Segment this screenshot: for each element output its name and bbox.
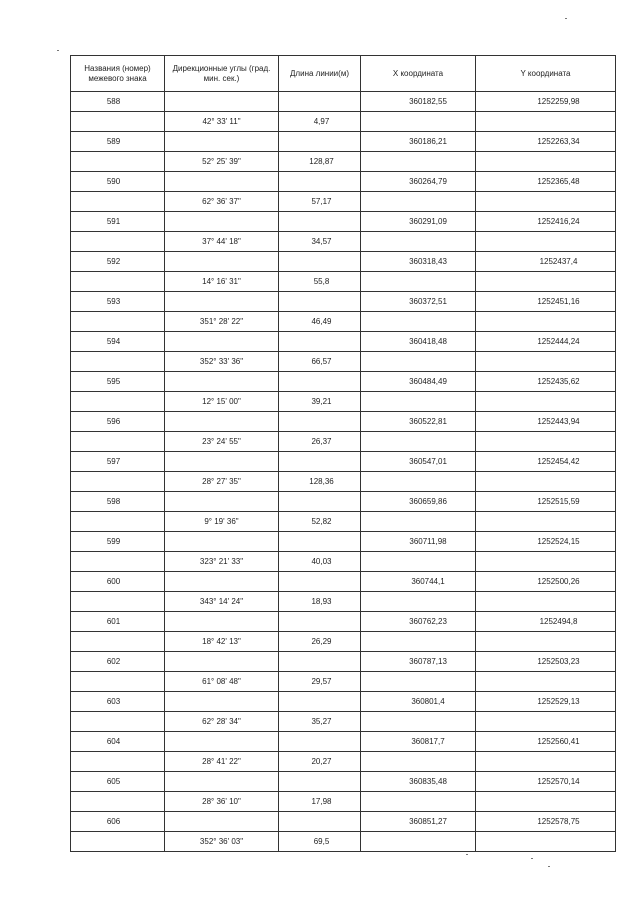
y-coordinate-cell — [476, 352, 616, 372]
x-coordinate-cell — [361, 832, 476, 852]
mark-name-cell: 597 — [71, 452, 165, 472]
line-length-cell: 4,97 — [279, 112, 361, 132]
boundary-marks-table — [70, 55, 616, 852]
line-length-cell: 29,57 — [279, 672, 361, 692]
x-coordinate-cell — [361, 752, 476, 772]
table-row — [71, 772, 616, 792]
direction-angle-cell: 14° 16' 31" — [165, 272, 279, 292]
x-coordinate-cell: 360744,1 — [361, 572, 476, 592]
y-coordinate-cell — [476, 512, 616, 532]
table-row — [71, 332, 616, 352]
y-coordinate-cell — [476, 752, 616, 772]
direction-angle-cell — [165, 572, 279, 592]
mark-name-cell — [71, 472, 165, 492]
table-row — [71, 692, 616, 712]
line-length-cell — [279, 172, 361, 192]
y-coordinate-cell: 1252443,94 — [476, 412, 616, 432]
y-coordinate-cell: 1252365,48 — [476, 172, 616, 192]
line-length-cell — [279, 132, 361, 152]
table-row — [71, 412, 616, 432]
direction-angle-cell: 28° 36' 10" — [165, 792, 279, 812]
x-coordinate-cell: 360817,7 — [361, 732, 476, 752]
mark-name-cell: 601 — [71, 612, 165, 632]
table-row — [71, 532, 616, 552]
table-row — [71, 392, 616, 412]
line-length-cell — [279, 212, 361, 232]
y-coordinate-cell: 1252494,8 — [476, 612, 616, 632]
mark-name-cell — [71, 792, 165, 812]
y-coordinate-cell: 1252416,24 — [476, 212, 616, 232]
table-row — [71, 92, 616, 112]
direction-angle-cell: 37° 44' 18" — [165, 232, 279, 252]
line-length-cell — [279, 452, 361, 472]
direction-angle-cell — [165, 812, 279, 832]
x-coordinate-cell — [361, 312, 476, 332]
x-coordinate-cell: 360522,81 — [361, 412, 476, 432]
table-row — [71, 592, 616, 612]
y-coordinate-cell: 1252503,23 — [476, 652, 616, 672]
x-coordinate-cell: 360264,79 — [361, 172, 476, 192]
line-length-cell — [279, 412, 361, 432]
line-length-cell: 26,29 — [279, 632, 361, 652]
table-row — [71, 112, 616, 132]
header-direction-angle: Дирекционные углы (град. мин. сек.) — [165, 56, 279, 92]
mark-name-cell — [71, 632, 165, 652]
x-coordinate-cell: 360182,55 — [361, 92, 476, 112]
y-coordinate-cell: 1252515,59 — [476, 492, 616, 512]
x-coordinate-cell — [361, 392, 476, 412]
direction-angle-cell — [165, 772, 279, 792]
direction-angle-cell — [165, 172, 279, 192]
table-row — [71, 812, 616, 832]
y-coordinate-cell: 1252437,4 — [476, 252, 616, 272]
table-row — [71, 712, 616, 732]
direction-angle-cell: 12° 15' 00" — [165, 392, 279, 412]
mark-name-cell — [71, 392, 165, 412]
y-coordinate-cell — [476, 712, 616, 732]
x-coordinate-cell: 360318,43 — [361, 252, 476, 272]
line-length-cell: 52,82 — [279, 512, 361, 532]
line-length-cell — [279, 332, 361, 352]
x-coordinate-cell — [361, 672, 476, 692]
table-row — [71, 512, 616, 532]
y-coordinate-cell — [476, 472, 616, 492]
mark-name-cell — [71, 192, 165, 212]
x-coordinate-cell — [361, 632, 476, 652]
x-coordinate-cell: 360484,49 — [361, 372, 476, 392]
direction-angle-cell — [165, 652, 279, 672]
direction-angle-cell — [165, 92, 279, 112]
y-coordinate-cell: 1252454,42 — [476, 452, 616, 472]
mark-name-cell — [71, 112, 165, 132]
table-row — [71, 372, 616, 392]
scan-speck — [466, 854, 468, 855]
line-length-cell — [279, 572, 361, 592]
x-coordinate-cell — [361, 552, 476, 572]
line-length-cell — [279, 772, 361, 792]
table-row — [71, 832, 616, 852]
mark-name-cell — [71, 672, 165, 692]
line-length-cell — [279, 292, 361, 312]
x-coordinate-cell: 360787,13 — [361, 652, 476, 672]
line-length-cell — [279, 372, 361, 392]
direction-angle-cell: 23° 24' 55" — [165, 432, 279, 452]
table-row — [71, 252, 616, 272]
y-coordinate-cell — [476, 552, 616, 572]
table-row — [71, 192, 616, 212]
table-row — [71, 452, 616, 472]
line-length-cell — [279, 812, 361, 832]
mark-name-cell — [71, 552, 165, 572]
table-row — [71, 272, 616, 292]
mark-name-cell: 593 — [71, 292, 165, 312]
x-coordinate-cell: 360801,4 — [361, 692, 476, 712]
y-coordinate-cell: 1252560,41 — [476, 732, 616, 752]
y-coordinate-cell — [476, 672, 616, 692]
direction-angle-cell: 352° 33' 36" — [165, 352, 279, 372]
header-y-coordinate: Y координата — [476, 56, 616, 92]
y-coordinate-cell: 1252529,13 — [476, 692, 616, 712]
y-coordinate-cell: 1252435,62 — [476, 372, 616, 392]
line-length-cell — [279, 652, 361, 672]
line-length-cell: 18,93 — [279, 592, 361, 612]
direction-angle-cell — [165, 212, 279, 232]
y-coordinate-cell — [476, 232, 616, 252]
header-x-coordinate: X координата — [361, 56, 476, 92]
x-coordinate-cell — [361, 272, 476, 292]
line-length-cell — [279, 92, 361, 112]
direction-angle-cell — [165, 292, 279, 312]
x-coordinate-cell — [361, 112, 476, 132]
table-row — [71, 652, 616, 672]
table-row — [71, 212, 616, 232]
y-coordinate-cell — [476, 432, 616, 452]
x-coordinate-cell: 360762,23 — [361, 612, 476, 632]
mark-name-cell — [71, 832, 165, 852]
y-coordinate-cell — [476, 592, 616, 612]
x-coordinate-cell: 360835,48 — [361, 772, 476, 792]
x-coordinate-cell — [361, 792, 476, 812]
mark-name-cell: 589 — [71, 132, 165, 152]
direction-angle-cell: 62° 36' 37" — [165, 192, 279, 212]
scan-speck — [531, 858, 533, 859]
line-length-cell: 57,17 — [279, 192, 361, 212]
line-length-cell: 34,57 — [279, 232, 361, 252]
line-length-cell: 46,49 — [279, 312, 361, 332]
x-coordinate-cell — [361, 712, 476, 732]
header-line-length: Длина линии(м) — [279, 56, 361, 92]
table-row — [71, 352, 616, 372]
direction-angle-cell: 9° 19' 36" — [165, 512, 279, 532]
header-mark-name: Названия (номер) межевого знака — [71, 56, 165, 92]
direction-angle-cell: 343° 14' 24" — [165, 592, 279, 612]
y-coordinate-cell: 1252263,34 — [476, 132, 616, 152]
x-coordinate-cell — [361, 192, 476, 212]
x-coordinate-cell — [361, 592, 476, 612]
table-row — [71, 312, 616, 332]
direction-angle-cell: 352° 36' 03" — [165, 832, 279, 852]
x-coordinate-cell — [361, 512, 476, 532]
direction-angle-cell — [165, 692, 279, 712]
direction-angle-cell — [165, 532, 279, 552]
table-row — [71, 472, 616, 492]
table-header-row — [71, 56, 616, 92]
direction-angle-cell: 323° 21' 33" — [165, 552, 279, 572]
y-coordinate-cell — [476, 632, 616, 652]
mark-name-cell: 600 — [71, 572, 165, 592]
direction-angle-cell — [165, 252, 279, 272]
y-coordinate-cell: 1252500,26 — [476, 572, 616, 592]
table-row — [71, 632, 616, 652]
line-length-cell: 128,36 — [279, 472, 361, 492]
mark-name-cell: 592 — [71, 252, 165, 272]
direction-angle-cell: 52° 25' 39" — [165, 152, 279, 172]
x-coordinate-cell — [361, 232, 476, 252]
y-coordinate-cell: 1252524,15 — [476, 532, 616, 552]
mark-name-cell: 603 — [71, 692, 165, 712]
table-row — [71, 492, 616, 512]
mark-name-cell — [71, 152, 165, 172]
direction-angle-cell — [165, 412, 279, 432]
table-row — [71, 232, 616, 252]
mark-name-cell: 599 — [71, 532, 165, 552]
line-length-cell — [279, 692, 361, 712]
x-coordinate-cell: 360186,21 — [361, 132, 476, 152]
line-length-cell — [279, 492, 361, 512]
mark-name-cell — [71, 272, 165, 292]
line-length-cell: 66,57 — [279, 352, 361, 372]
table-row — [71, 672, 616, 692]
table-row — [71, 172, 616, 192]
line-length-cell: 39,21 — [279, 392, 361, 412]
mark-name-cell: 594 — [71, 332, 165, 352]
y-coordinate-cell — [476, 312, 616, 332]
table-row — [71, 132, 616, 152]
y-coordinate-cell — [476, 392, 616, 412]
line-length-cell: 17,98 — [279, 792, 361, 812]
y-coordinate-cell: 1252451,16 — [476, 292, 616, 312]
y-coordinate-cell — [476, 792, 616, 812]
y-coordinate-cell: 1252578,75 — [476, 812, 616, 832]
mark-name-cell — [71, 712, 165, 732]
x-coordinate-cell: 360291,09 — [361, 212, 476, 232]
line-length-cell: 35,27 — [279, 712, 361, 732]
y-coordinate-cell: 1252444,24 — [476, 332, 616, 352]
mark-name-cell: 605 — [71, 772, 165, 792]
mark-name-cell: 590 — [71, 172, 165, 192]
mark-name-cell — [71, 312, 165, 332]
y-coordinate-cell — [476, 152, 616, 172]
x-coordinate-cell — [361, 472, 476, 492]
scan-speck — [548, 866, 550, 867]
mark-name-cell — [71, 752, 165, 772]
direction-angle-cell — [165, 132, 279, 152]
direction-angle-cell: 28° 41' 22" — [165, 752, 279, 772]
mark-name-cell: 604 — [71, 732, 165, 752]
y-coordinate-cell — [476, 192, 616, 212]
direction-angle-cell: 61° 08' 48" — [165, 672, 279, 692]
mark-name-cell: 591 — [71, 212, 165, 232]
line-length-cell: 128,87 — [279, 152, 361, 172]
mark-name-cell — [71, 352, 165, 372]
line-length-cell: 40,03 — [279, 552, 361, 572]
x-coordinate-cell: 360659,86 — [361, 492, 476, 512]
table-row — [71, 552, 616, 572]
direction-angle-cell — [165, 612, 279, 632]
mark-name-cell: 598 — [71, 492, 165, 512]
direction-angle-cell — [165, 492, 279, 512]
mark-name-cell: 588 — [71, 92, 165, 112]
mark-name-cell: 595 — [71, 372, 165, 392]
table-row — [71, 732, 616, 752]
x-coordinate-cell: 360851,27 — [361, 812, 476, 832]
line-length-cell — [279, 732, 361, 752]
direction-angle-cell: 62° 28' 34" — [165, 712, 279, 732]
direction-angle-cell — [165, 372, 279, 392]
x-coordinate-cell — [361, 352, 476, 372]
mark-name-cell — [71, 232, 165, 252]
line-length-cell: 26,37 — [279, 432, 361, 452]
mark-name-cell — [71, 592, 165, 612]
y-coordinate-cell: 1252259,98 — [476, 92, 616, 112]
direction-angle-cell — [165, 452, 279, 472]
x-coordinate-cell — [361, 432, 476, 452]
table-row — [71, 572, 616, 592]
x-coordinate-cell: 360372,51 — [361, 292, 476, 312]
mark-name-cell — [71, 512, 165, 532]
x-coordinate-cell: 360547,01 — [361, 452, 476, 472]
y-coordinate-cell — [476, 832, 616, 852]
scan-speck — [565, 18, 567, 19]
direction-angle-cell: 351° 28' 22" — [165, 312, 279, 332]
y-coordinate-cell — [476, 272, 616, 292]
x-coordinate-cell: 360711,98 — [361, 532, 476, 552]
direction-angle-cell — [165, 332, 279, 352]
scan-speck — [57, 50, 59, 51]
line-length-cell: 20,27 — [279, 752, 361, 772]
line-length-cell — [279, 612, 361, 632]
mark-name-cell: 606 — [71, 812, 165, 832]
line-length-cell — [279, 532, 361, 552]
table-row — [71, 792, 616, 812]
direction-angle-cell: 18° 42' 13" — [165, 632, 279, 652]
table-row — [71, 292, 616, 312]
table-row — [71, 432, 616, 452]
line-length-cell: 55,8 — [279, 272, 361, 292]
y-coordinate-cell: 1252570,14 — [476, 772, 616, 792]
direction-angle-cell: 28° 27' 35" — [165, 472, 279, 492]
direction-angle-cell — [165, 732, 279, 752]
line-length-cell — [279, 252, 361, 272]
table-row — [71, 612, 616, 632]
table-row — [71, 752, 616, 772]
mark-name-cell: 602 — [71, 652, 165, 672]
mark-name-cell: 596 — [71, 412, 165, 432]
x-coordinate-cell — [361, 152, 476, 172]
direction-angle-cell: 42° 33' 11" — [165, 112, 279, 132]
mark-name-cell — [71, 432, 165, 452]
x-coordinate-cell: 360418,48 — [361, 332, 476, 352]
y-coordinate-cell — [476, 112, 616, 132]
table-row — [71, 152, 616, 172]
line-length-cell: 69,5 — [279, 832, 361, 852]
